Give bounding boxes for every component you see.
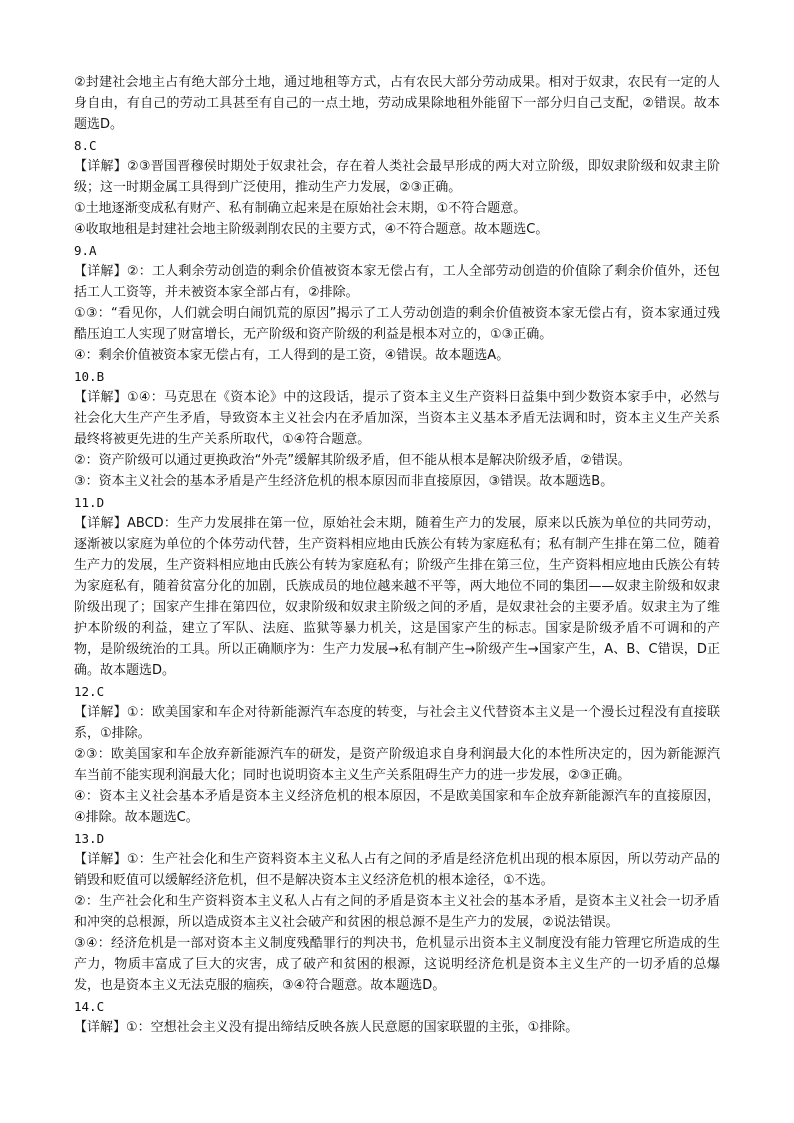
paragraph: ②：资产阶级可以通过更换政治“外壳”缓解其阶级矛盾，但不能从根本是解决阶级矛盾，②错误。 [74, 453, 631, 468]
question-number: 11.D [74, 495, 105, 510]
paragraph: ④：剩余价值被资本家无偿占有，工人得到的是工资，④错误。故本题选A。 [74, 348, 510, 363]
answer-explanations [74, 72, 720, 1038]
paragraph: ③：资本主义社会的基本矛盾是产生经济危机的根本原因而非直接原因，③错误。故本题选B。 [74, 474, 614, 489]
paragraph: ④收取地租是封建社会地主阶级剥削农民的主要方式，④不符合题意。故本题选C。 [74, 222, 549, 237]
question-number: 10.B [74, 369, 105, 384]
paragraph: 【详解】①：空想社会主义没有提出缔结反映各族人民意愿的国家联盟的主张，①排除。 [74, 1020, 579, 1035]
question-number: 13.D [74, 831, 105, 846]
paragraph: 【详解】①④：马克思在《资本论》中的这段话，提示了资本主义生产资料日益集中到少数资本家手中，必然与社会化大生产产生矛盾，导致资本主义社会内在矛盾加深，当资本主义基本矛盾无法调和时，资本主义生产关系最终将被更先进的生产关系所取代，①④符合题意。 [74, 390, 720, 447]
paragraph: ②：生产社会化和生产资料资本主义私人占有之间的矛盾是资本主义社会的基本矛盾，是资本主义社会一切矛盾和冲突的总根源，所以造成资本主义社会破产和贫困的根总源不是生产力的发展，②说法错误。 [74, 894, 720, 930]
paragraph: 【详解】ABCD：生产力发展排在第一位，原始社会末期，随着生产力的发展，原来以氏族为单位的共同劳动，逐渐被以家庭为单位的个体劳动代替，生产资料相应地由氏族公有转为家庭私有；私有制产生排在第二位，随着生产力的发展，生产资料相应地由氏族公有转为家庭私有；阶级产生排在第三位，生产资料相应地由氏族公有转为家庭私有，随着贫富分化的加剧，氏族成员的地位越来越不平等，两大地位不同的集团——奴隶主阶级和奴隶阶级出现了；国家产生排在第四位，奴隶阶级和奴隶主阶级之间的矛盾，是奴隶社会的主要矛盾。奴隶主为了维护本阶级的利益，建立了军队、法庭、监狱等暴力机关，这是国家产生的标志。国家是阶级矛盾不可调和的产物，是阶级统治的工具。所以正确顺序为：生产力发展→私有制产生→阶级产生→国家产生，A、B、C错误，D正确。故本题选D。 [74, 516, 720, 678]
paragraph: 【详解】①：生产社会化和生产资料资本主义私人占有之间的矛盾是经济危机出现的根本原因，所以劳动产品的销毁和贬值可以缓解经济危机，但不是解决资本主义经济危机的根本途径，①不选。 [74, 852, 720, 888]
question-number: 9.A [74, 243, 97, 258]
paragraph: 【详解】①：欧美国家和车企对待新能源汽车态度的转变，与社会主义代替资本主义是一个漫长过程没有直接联系，①排除。 [74, 705, 720, 741]
question-number: 14.C [74, 999, 105, 1014]
paragraph: ③④：经济危机是一部对资本主义制度残酷罪行的判决书，危机显示出资本主义制度没有能力管理它所造成的生产力，物质丰富成了巨大的灾害，成了破产和贫困的根源，这说明经济危机是资本主义生产的一切矛盾的总爆发，也是资本主义无法克服的痼疾，③④符合题意。故本题选D。 [74, 936, 720, 993]
question-number: 8.C [74, 138, 97, 153]
paragraph: ①③：“看见你，人们就会明白闹饥荒的原因”揭示了工人劳动创造的剩余价值被资本家无偿占有，资本家通过残酷压迫工人实现了财富增长，无产阶级和资产阶级的利益是根本对立的，①③正确。 [74, 306, 720, 342]
paragraph: ④：资本主义社会基本矛盾是资本主义经济危机的根本原因，不是欧美国家和车企放弃新能源汽车的直接原因，④排除。故本题选C。 [74, 789, 720, 825]
question-number: 12.C [74, 684, 105, 699]
paragraph: 【详解】②③晋国晋穆侯时期处于奴隶社会，存在着人类社会最早形成的两大对立阶级，即奴隶阶级和奴隶主阶级；这一时期金属工具得到广泛使用，推动生产力发展，②③正确。 [74, 159, 720, 195]
paragraph: ②③：欧美国家和车企放弃新能源汽车的研发，是资产阶级追求自身利润最大化的本性所决定的，因为新能源汽车当前不能实现利润最大化；同时也说明资本主义生产关系阻碍生产力的进一步发展，②③正确。 [74, 747, 720, 783]
paragraph: 【详解】②：工人剩余劳动创造的剩余价值被资本家无偿占有，工人全部劳动创造的价值除了剩余价值外，还包括工人工资等，并未被资本家全部占有，②排除。 [74, 264, 720, 300]
paragraph: ②封建社会地主占有绝大部分土地，通过地租等方式，占有农民大部分劳动成果。相对于奴隶，农民有一定的人身自由，有自己的劳动工具甚至有自己的一点土地，劳动成果除地租外能留下一部分归自己支配，②错误。故本题选D。 [74, 75, 720, 132]
paragraph: ①土地逐渐变成私有财产、私有制确立起来是在原始社会末期，①不符合题意。 [74, 201, 527, 216]
